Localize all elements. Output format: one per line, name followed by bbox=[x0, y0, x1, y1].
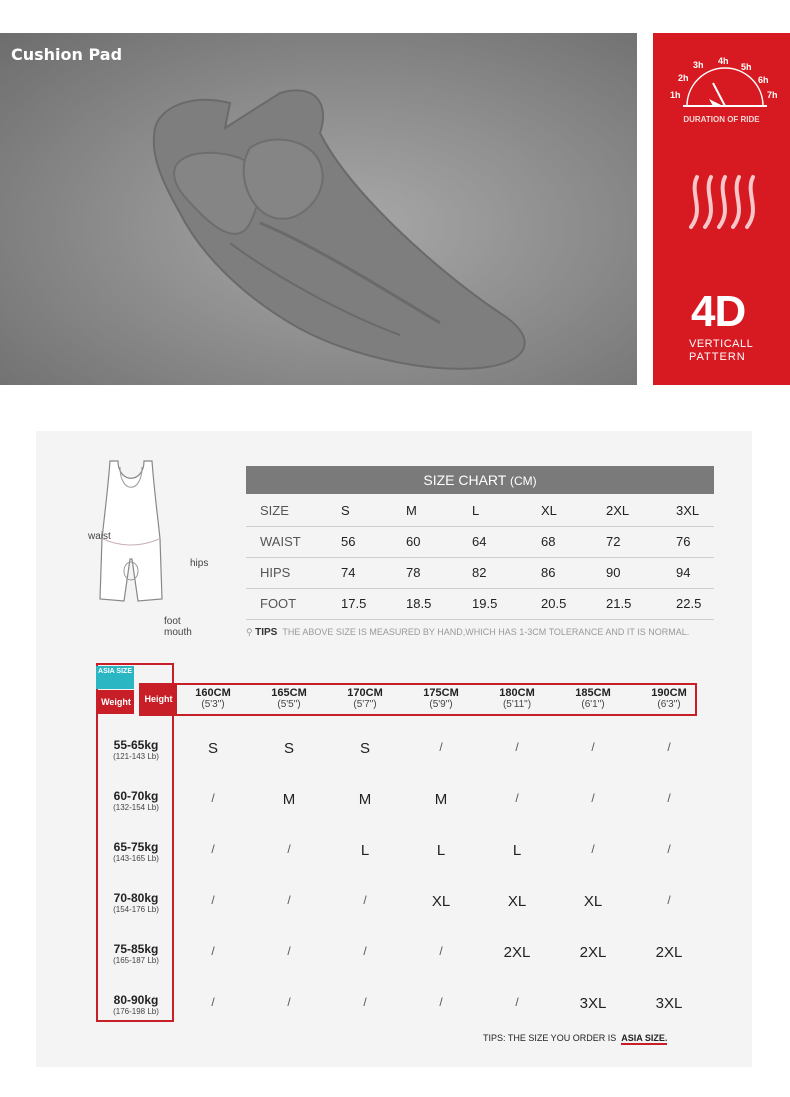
asia-size-cell: / bbox=[667, 740, 671, 754]
asia-size-badge: ASIA SIZE bbox=[96, 666, 134, 689]
tips-text: THE ABOVE SIZE IS MEASURED BY HAND,WHICH HAS 1-3CM TOLERANCE AND IT IS NORMAL. bbox=[282, 627, 690, 637]
weight-option bbox=[98, 840, 174, 864]
asia-size-cell: / bbox=[439, 740, 443, 754]
weight-lb: (176-198 Lb) bbox=[113, 1007, 159, 1016]
size-chart-cell: 78 bbox=[406, 565, 421, 580]
size-chart-cell: 17.5 bbox=[341, 596, 367, 611]
asia-size-cell: / bbox=[287, 842, 291, 856]
asia-size-cell: / bbox=[287, 995, 291, 1009]
asia-size-cell: / bbox=[211, 791, 215, 805]
asia-size-cell: 2XL bbox=[503, 944, 531, 961]
weight-option bbox=[98, 993, 174, 1017]
height-header: Height bbox=[140, 685, 177, 714]
asia-size-cell: 3XL bbox=[579, 995, 607, 1012]
hips-label: hips bbox=[190, 558, 209, 569]
dial-label-3h: 3h bbox=[693, 60, 704, 70]
height-cm: 180CM bbox=[499, 687, 535, 699]
asia-size-cell: / bbox=[439, 995, 443, 1009]
dial-label-6h: 6h bbox=[758, 75, 769, 85]
height-cm: 160CM bbox=[195, 687, 231, 699]
weight-lb: (154-176 Lb) bbox=[113, 905, 159, 914]
asia-size-cell: / bbox=[591, 791, 595, 805]
height-option bbox=[330, 687, 400, 711]
size-chart-row-size bbox=[246, 495, 714, 527]
asia-size-cell: / bbox=[287, 893, 291, 907]
asia-size-cell: / bbox=[363, 893, 367, 907]
tips-icon: ⚲ bbox=[246, 627, 253, 637]
size-chart-cell: 22.5 bbox=[676, 596, 702, 611]
asia-size-cell: S bbox=[359, 740, 370, 757]
height-ft: (5'9") bbox=[429, 699, 453, 710]
order-tips-text: TIPS: THE SIZE YOU ORDER IS bbox=[483, 1033, 617, 1043]
size-chart-unit: (CM) bbox=[509, 474, 537, 488]
size-chart-row-label: SIZE bbox=[260, 503, 289, 518]
size-chart-cell: 82 bbox=[472, 565, 487, 580]
size-chart-cell: 68 bbox=[541, 534, 556, 549]
asia-size-cell: 2XL bbox=[655, 944, 683, 961]
size-chart-section bbox=[36, 431, 752, 1067]
asia-size-cell: XL bbox=[431, 893, 451, 910]
weight-lb: (121-143 Lb) bbox=[113, 752, 159, 761]
height-option bbox=[254, 687, 324, 711]
weight-header: Weight bbox=[98, 690, 134, 714]
height-ft: (5'11") bbox=[502, 699, 532, 710]
asia-size-cell: / bbox=[667, 893, 671, 907]
size-chart-cell: 20.5 bbox=[541, 596, 567, 611]
pad-title: Cushion Pad bbox=[11, 45, 123, 64]
size-chart-row-label: FOOT bbox=[260, 596, 297, 611]
asia-size-cell: XL bbox=[507, 893, 527, 910]
cushion-pad-image bbox=[140, 73, 540, 373]
height-option bbox=[406, 687, 476, 711]
height-ft: (5'3") bbox=[201, 699, 225, 710]
asia-size-cell: / bbox=[591, 740, 595, 754]
height-cm: 170CM bbox=[347, 687, 383, 699]
height-cm: 165CM bbox=[271, 687, 307, 699]
asia-size-cell: M bbox=[282, 791, 296, 808]
asia-size-cell: S bbox=[207, 740, 218, 757]
asia-size-cell: / bbox=[515, 791, 519, 805]
size-chart-cell: 72 bbox=[606, 534, 621, 549]
mouth-label: mouth bbox=[164, 627, 192, 638]
asia-size-cell: 3XL bbox=[655, 995, 683, 1012]
dial-label-4h: 4h bbox=[718, 56, 729, 66]
size-chart-cell: M bbox=[406, 503, 417, 518]
size-chart-title bbox=[246, 466, 714, 494]
duration-label: DURATION OF RIDE bbox=[683, 115, 760, 124]
weight-option bbox=[98, 942, 174, 966]
height-cm: 185CM bbox=[575, 687, 611, 699]
size-chart-cell: 19.5 bbox=[472, 596, 498, 611]
vertical-pattern-icon bbox=[683, 173, 763, 231]
asia-size-cell: / bbox=[211, 893, 215, 907]
asia-size-cell: / bbox=[211, 842, 215, 856]
size-chart-cell: 2XL bbox=[606, 503, 630, 518]
asia-size-cell: M bbox=[434, 791, 448, 808]
dial-label-5h: 5h bbox=[741, 62, 752, 72]
size-chart-cell: 74 bbox=[341, 565, 356, 580]
weight-option bbox=[98, 738, 174, 762]
4d-badge bbox=[679, 283, 779, 373]
height-ft: (6'1") bbox=[581, 699, 605, 710]
asia-size-cell: L bbox=[360, 842, 370, 859]
waist-label: waist bbox=[88, 531, 111, 542]
measure-tips bbox=[246, 627, 689, 638]
dial-label-1h: 1h bbox=[670, 90, 681, 100]
asia-size-cell: / bbox=[667, 842, 671, 856]
asia-size-cell: / bbox=[363, 944, 367, 958]
weight-kg: 80-90kg bbox=[113, 993, 159, 1007]
weight-option bbox=[98, 891, 174, 915]
weight-kg: 60-70kg bbox=[113, 789, 159, 803]
foot-label: foot bbox=[164, 616, 181, 627]
height-cm: 190CM bbox=[651, 687, 687, 699]
weight-lb: (132-154 Lb) bbox=[113, 803, 159, 812]
size-chart-row-label: WAIST bbox=[260, 534, 301, 549]
height-ft: (5'7") bbox=[353, 699, 377, 710]
size-chart-cell: 18.5 bbox=[406, 596, 432, 611]
asia-size-cell: / bbox=[211, 995, 215, 1009]
weight-kg: 75-85kg bbox=[113, 942, 159, 956]
height-option bbox=[178, 687, 248, 711]
size-chart-cell: 3XL bbox=[676, 503, 700, 518]
asia-size-cell: / bbox=[515, 995, 519, 1009]
asia-size-cell: 2XL bbox=[579, 944, 607, 961]
tips-label: TIPS bbox=[255, 627, 278, 638]
height-ft: (5'5") bbox=[277, 699, 301, 710]
order-tips bbox=[483, 1033, 667, 1043]
height-option bbox=[634, 687, 704, 711]
size-chart-cell: 64 bbox=[472, 534, 487, 549]
asia-size-cell: / bbox=[515, 740, 519, 754]
asia-size-cell: / bbox=[211, 944, 215, 958]
asia-size-cell: M bbox=[358, 791, 372, 808]
size-chart-cell: 76 bbox=[676, 534, 691, 549]
asia-size-cell: XL bbox=[583, 893, 603, 910]
size-chart-row-waist bbox=[246, 526, 714, 558]
size-chart-row-foot bbox=[246, 588, 714, 620]
dial-label-2h: 2h bbox=[678, 73, 689, 83]
weight-kg: 55-65kg bbox=[113, 738, 159, 752]
4d-line2: PATTERN bbox=[689, 351, 746, 363]
weight-kg: 65-75kg bbox=[113, 840, 159, 854]
weight-option bbox=[98, 789, 174, 813]
height-option bbox=[482, 687, 552, 711]
weight-lb: (165-187 Lb) bbox=[113, 956, 159, 965]
size-chart-cell: 90 bbox=[606, 565, 621, 580]
asia-size-cell: / bbox=[363, 995, 367, 1009]
size-chart-title-text: SIZE CHART bbox=[423, 472, 507, 488]
weight-lb: (143-165 Lb) bbox=[113, 854, 159, 863]
asia-size-cell: / bbox=[591, 842, 595, 856]
size-chart-cell: 60 bbox=[406, 534, 421, 549]
size-chart-row-label: HIPS bbox=[260, 565, 291, 580]
size-chart-row-hips bbox=[246, 557, 714, 589]
weight-kg: 70-80kg bbox=[113, 891, 159, 905]
size-chart-cell: 56 bbox=[341, 534, 356, 549]
asia-size-cell: L bbox=[436, 842, 446, 859]
4d-label: 4D bbox=[691, 287, 746, 336]
asia-size-cell: / bbox=[287, 944, 291, 958]
4d-line1: VERTICALL bbox=[689, 338, 754, 350]
size-chart-cell: 21.5 bbox=[606, 596, 632, 611]
feature-panel bbox=[653, 33, 790, 385]
height-ft: (6'3") bbox=[657, 699, 681, 710]
cushion-pad-panel bbox=[0, 33, 637, 385]
size-chart-cell: S bbox=[341, 503, 350, 518]
asia-size-cell: / bbox=[667, 791, 671, 805]
asia-size-cell: L bbox=[512, 842, 522, 859]
asia-size-cell: / bbox=[439, 944, 443, 958]
size-chart-cell: L bbox=[472, 503, 480, 518]
size-chart-cell: 94 bbox=[676, 565, 691, 580]
height-option bbox=[558, 687, 628, 711]
dial-label-7h: 7h bbox=[767, 90, 778, 100]
size-chart-cell: XL bbox=[541, 503, 557, 518]
asia-size-cell: S bbox=[283, 740, 294, 757]
size-chart-cell: 86 bbox=[541, 565, 556, 580]
height-cm: 175CM bbox=[423, 687, 459, 699]
duration-dial-icon bbox=[675, 61, 775, 111]
order-tips-emphasis: ASIA SIZE. bbox=[621, 1033, 668, 1043]
